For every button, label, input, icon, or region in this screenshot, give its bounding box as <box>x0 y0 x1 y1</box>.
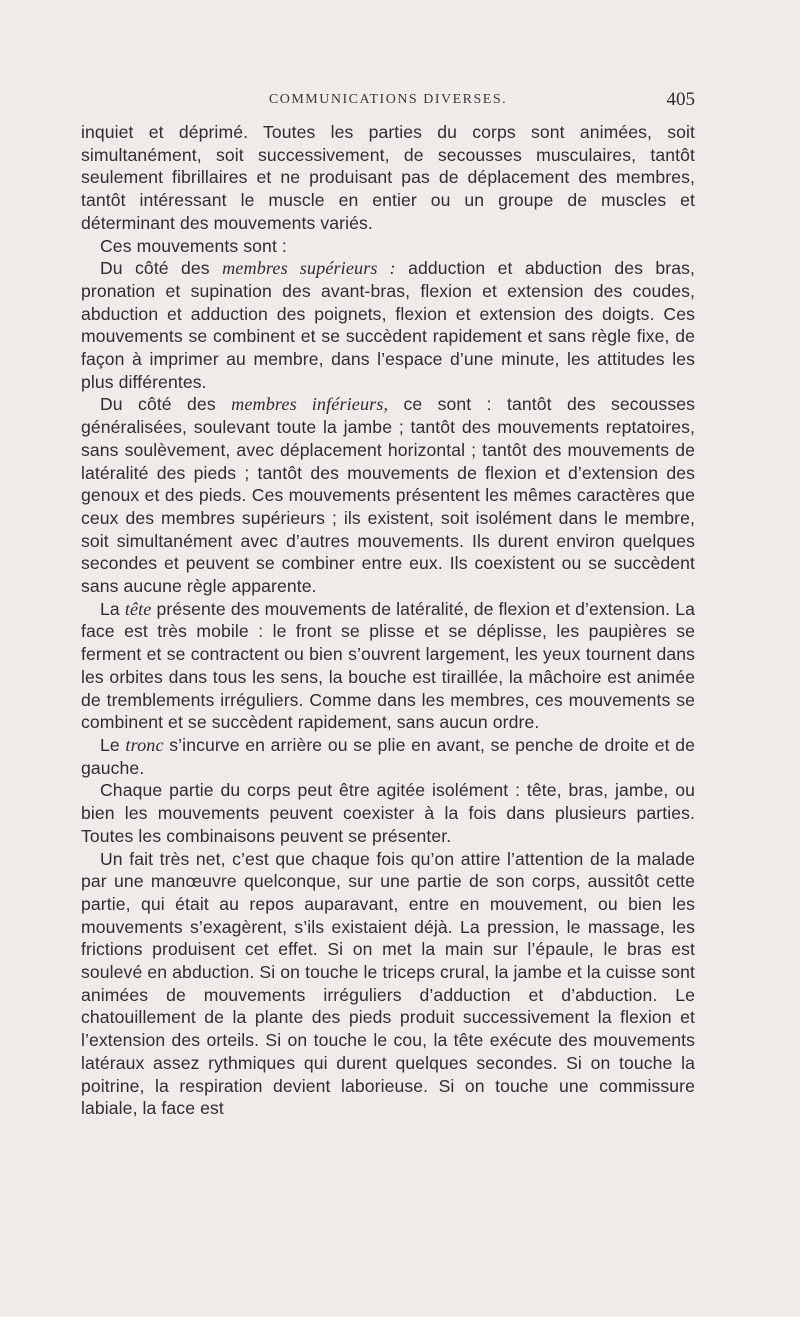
paragraph-movements-intro: Ces mouvements sont : <box>100 235 287 256</box>
paragraph-lead-text: Du côté des <box>100 258 223 279</box>
paragraph-upper-limbs <box>81 257 695 393</box>
paragraph-lead-text: Le <box>100 734 126 755</box>
paragraph-body-text: s’incurve en arrière ou se plie en avant, se penche de droite et de gauche. <box>81 734 695 778</box>
paragraph-lower-limbs <box>81 393 695 597</box>
paragraph-body-parts: Chaque partie du corps peut être agitée isolément : tête, bras, jambe, ou bien les mouvements peuvent coexister à la fois dans plusieurs parties. Toutes les combinaisons peuvent se présenter. <box>81 780 695 846</box>
body-text <box>81 121 695 1120</box>
paragraph-attention-effect: Un fait très net, c’est que chaque fois qu’on attire l’attention de la malade par une manœuvre quelconque, sur une partie de son corps, aussitôt cette partie, qui était au repos auparavant, entre en mouvement, ou bien les mouvements s’exagèrent, s’ils existaient déjà. La pression, le massage, les frictions produisent cet effet. Si on met la main sur l’épaule, le bras est soulevé en abduction. Si on touche le triceps crural, la jambe et la cuisse sont animées de mouvements irréguliers d’adduction et d’abduction. Le chatouillement de la plante des pieds produit successivement la flexion et l’extension des orteils. Si on touche le cou, la tête exécute des mouvements latéraux assez rythmiques qui durent quelques secondes. Si on touche la poitrine, la respiration devient laborieuse. Si on touche une commissure labiale, la face est <box>81 848 695 1119</box>
paragraph-lead-text: La <box>100 598 125 619</box>
paragraph-body-text: présente des mouvements de latéralité, de flexion et d’extension. La face est très mobile : le front se plisse et se déplisse, les paupières se ferment et se contractent ou bien s’ouvrent largement, les yeux tournent dans les orbites dans tous les sens, la bouche est tiraillée, la mâchoire est animée de tremblements irréguliers. Comme dans les membres, ces mouvements se combinent et se succèdent rapidement, sans aucun ordre. <box>81 598 695 733</box>
italic-term-lower-limbs: membres inférieurs, <box>231 394 389 415</box>
paragraph-head <box>81 598 695 734</box>
page-header <box>81 89 695 116</box>
paragraph-body-text: adduction et abduction des bras, pronation et supination des avant-bras, flexion et extension des coudes, abduction et adduction des poignets, flexion et extension des doigts. Ces mouvements se combinent et se succèdent rapidement et sans règle fixe, de façon à imprimer au membre, dans l’espace d’une minute, les attitudes les plus différentes. <box>81 258 696 392</box>
running-head: COMMUNICATIONS DIVERSES. <box>268 92 508 107</box>
page-number: 405 <box>666 89 695 110</box>
paragraph-trunk <box>81 734 695 779</box>
italic-term-trunk: tronc <box>125 734 164 755</box>
paragraph-continued: inquiet et déprimé. Toutes les parties du corps sont animées, soit simultanément, soit successivement, de secousses musculaires, tantôt seulement fibrillaires et ne produisant pas de déplacement des membres, tantôt intéressant le muscle en entier ou un groupe de muscles et déterminant des mouvements variés. <box>81 122 695 233</box>
italic-term-head: tête <box>124 598 152 619</box>
italic-term-upper-limbs: membres supérieurs : <box>222 258 396 279</box>
paragraph-body-text: ce sont : tantôt des secousses généralisées, soulevant toute la jambe ; tantôt des mouvements reptatoires, sans soulèvement, avec déplacement horizontal ; tantôt des mouvements de latéralité des pieds ; tantôt des mouvements de flexion et d’extension des genoux et des pieds. Ces mouvements présentent les mêmes caractères que ceux des membres supérieurs ; ils existent, soit isolément dans le membre, soit simultanément avec d’autres mouvements. Ils durent environ quelques secondes et peuvent se combiner entre eux. Ils coexistent ou se succèdent sans aucune règle apparente. <box>81 394 695 597</box>
paragraph-lead-text: Du côté des <box>100 394 232 415</box>
